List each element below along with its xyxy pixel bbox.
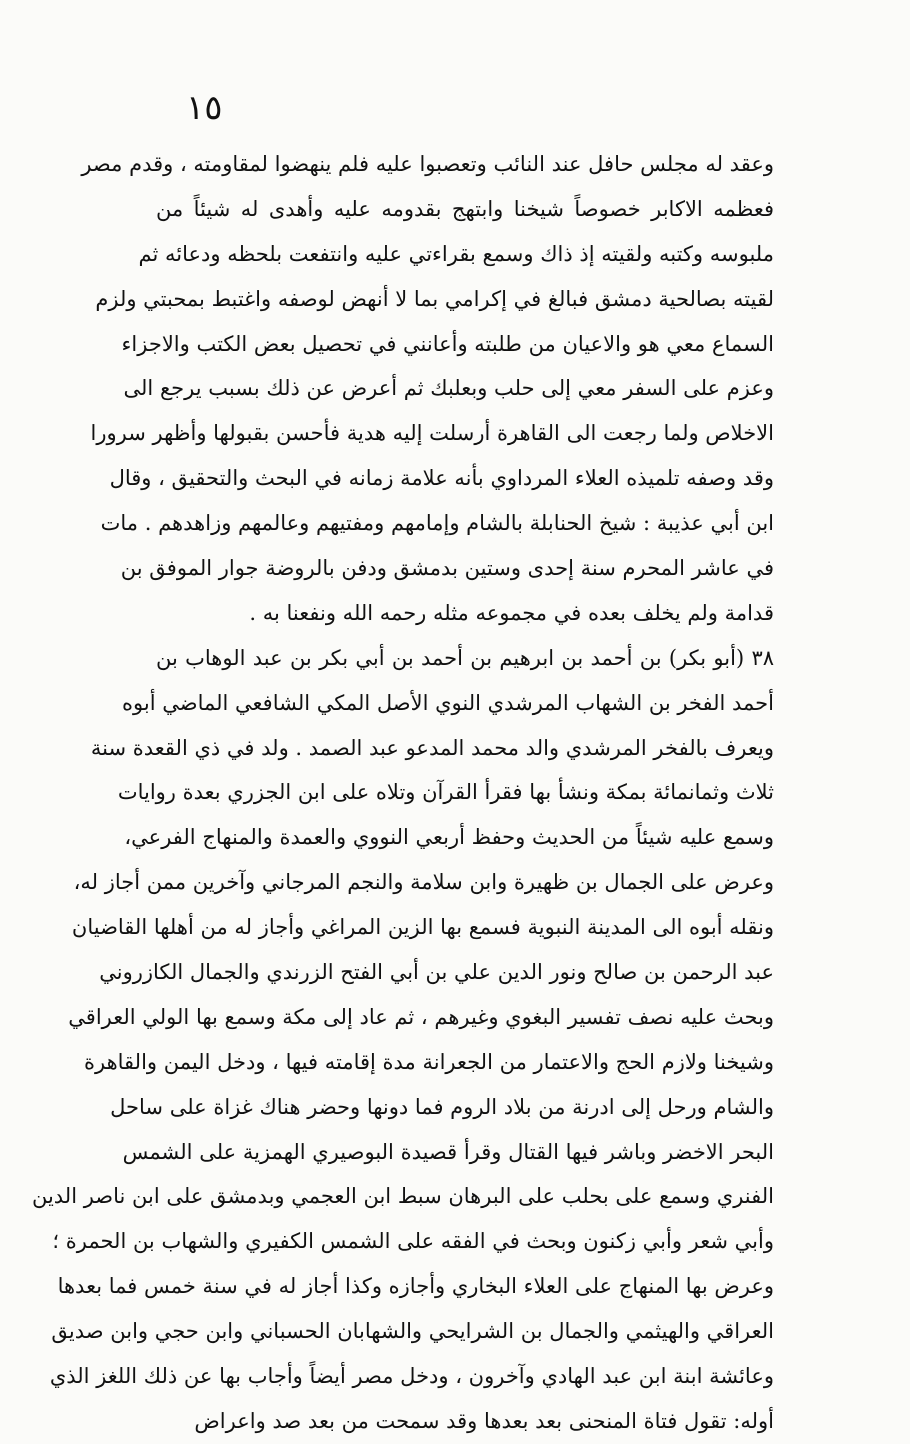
text-line: ثلاث وثمانمائة بمكة ونشأ بها فقرأ القرآن وتلاه على ابن الجزري بعدة روايات [117,780,774,805]
text-line: قدامة ولم يخلف بعده في مجموعه مثله رحمه الله ونفعنا به . [249,600,774,625]
text-line: ويعرف بالفخر المرشدي والد محمد المدعو عبد الصمد . ولد في ذي القعدة سنة [90,735,774,760]
text-line: أحمد الفخر بن الشهاب المرشدي النوي الأصل المكي الشافعي الماضي أبوه [122,690,774,715]
text-line: الاخلاص ولما رجعت الى القاهرة أرسلت إليه هدية فأحسن بقبولها وأظهر سرورا [90,421,774,446]
text-line: ونقله أبوه الى المدينة النبوية فسمع بها الزين المراغي وأجاز له من أهلها القاضيان [71,915,774,940]
text-line: ٣٨ (أبو بكر) بن أحمد بن ابرهيم بن أحمد بن أبي بكر بن عبد الوهاب بن [156,645,774,670]
text-line: ابن أبي عذيبة : شيخ الحنابلة بالشام وإمامهم ومفتيهم وعالمهم وزاهدهم . مات [100,511,774,536]
text-line: وبحث عليه نصف تفسير البغوي وغيرهم ، ثم عاد إلى مكة وسمع بها الولي العراقي [68,1004,774,1029]
text-line: والشام ورحل إلى ادرنة من بلاد الروم فما دونها وحضر هناك غزاة على ساحل [110,1094,774,1119]
text-line: وعائشة ابنة ابن عبد الهادي وآخرون ، ودخل مصر أيضاً وأجاب بها عن ذلك اللغز الذي [49,1364,774,1389]
text-line: عبد الرحمن بن صالح ونور الدين علي بن أبي الفتح الزرندي والجمال الكازروني [99,960,774,985]
text-line: وسمع عليه شيئاً من الحديث وحفظ أربعي النووي والعمدة والمنهاج الفرعي، [124,825,774,850]
body-text [31,142,774,1444]
text-line: ملبوسه وكتبه ولقيته إذ ذاك وسمع بقراءتي عليه وانتفعت بلحظه ودعائه ثم [138,241,774,266]
text-line: فعظمه الاكابر خصوصاً شيخنا وابتهج بقدومه عليه وأهدى له شيئاً من [156,196,774,221]
text-line: الفنري وسمع على بحلب على البرهان سبط ابن العجمي وبدمشق على ابن ناصر الدين [31,1184,774,1209]
text-line: وعرض على الجمال بن ظهيرة وابن سلامة والنجم المرجاني وآخرين ممن أجاز له، [73,870,774,895]
text-line: أوله: تقول فتاة المنحنى بعد بعدها وقد سمحت من بعد صد واعراض [194,1408,774,1433]
text-line: لقيته بصالحية دمشق فبالغ في إكرامي بما لا أنهض لوصفه واغتبط بمحبتي ولزم [95,286,774,311]
text-line: وعرض بها المنهاج على العلاء البخاري وأجازه وكذا أجاز له في سنة خمس فما بعدها [57,1274,774,1299]
text-line: وشيخنا ولازم الحج والاعتمار من الجعرانة مدة إقامته فيها ، ودخل اليمن والقاهرة [83,1049,774,1074]
text-line: وعزم على السفر معي إلى حلب وبعلبك ثم أعرض عن ذلك بسبب يرجع الى [123,376,774,401]
text-line: وعقد له مجلس حافل عند النائب وتعصبوا عليه فلم ينهضوا لمقاومته ، وقدم مصر [81,152,774,176]
page-number: ١٥ [186,88,223,128]
text-line: العراقي والهيثمي والجمال بن الشرايحي والشهابان الحسباني وابن حجي وابن صديق [51,1319,774,1344]
text-line: وأبي شعر وأبي زكنون وبحث في الفقه على الشمس الكفيري والشهاب بن الحمرة ؛ [52,1229,774,1254]
text-line: البحر الاخضر وباشر فيها القتال وقرأ قصيدة البوصيري الهمزية على الشمس [122,1139,774,1164]
text-line: في عاشر المحرم سنة إحدى وستين بدمشق ودفن بالروضة جوار الموفق بن [120,556,774,581]
text-line: السماع معي هو والاعيان من طلبته وأعانني في تحصيل بعض الكتب والاجزاء [121,331,774,356]
text-line: وقد وصفه تلميذه العلاء المرداوي بأنه علامة زمانه في البحث والتحقيق ، وقال [109,466,774,491]
